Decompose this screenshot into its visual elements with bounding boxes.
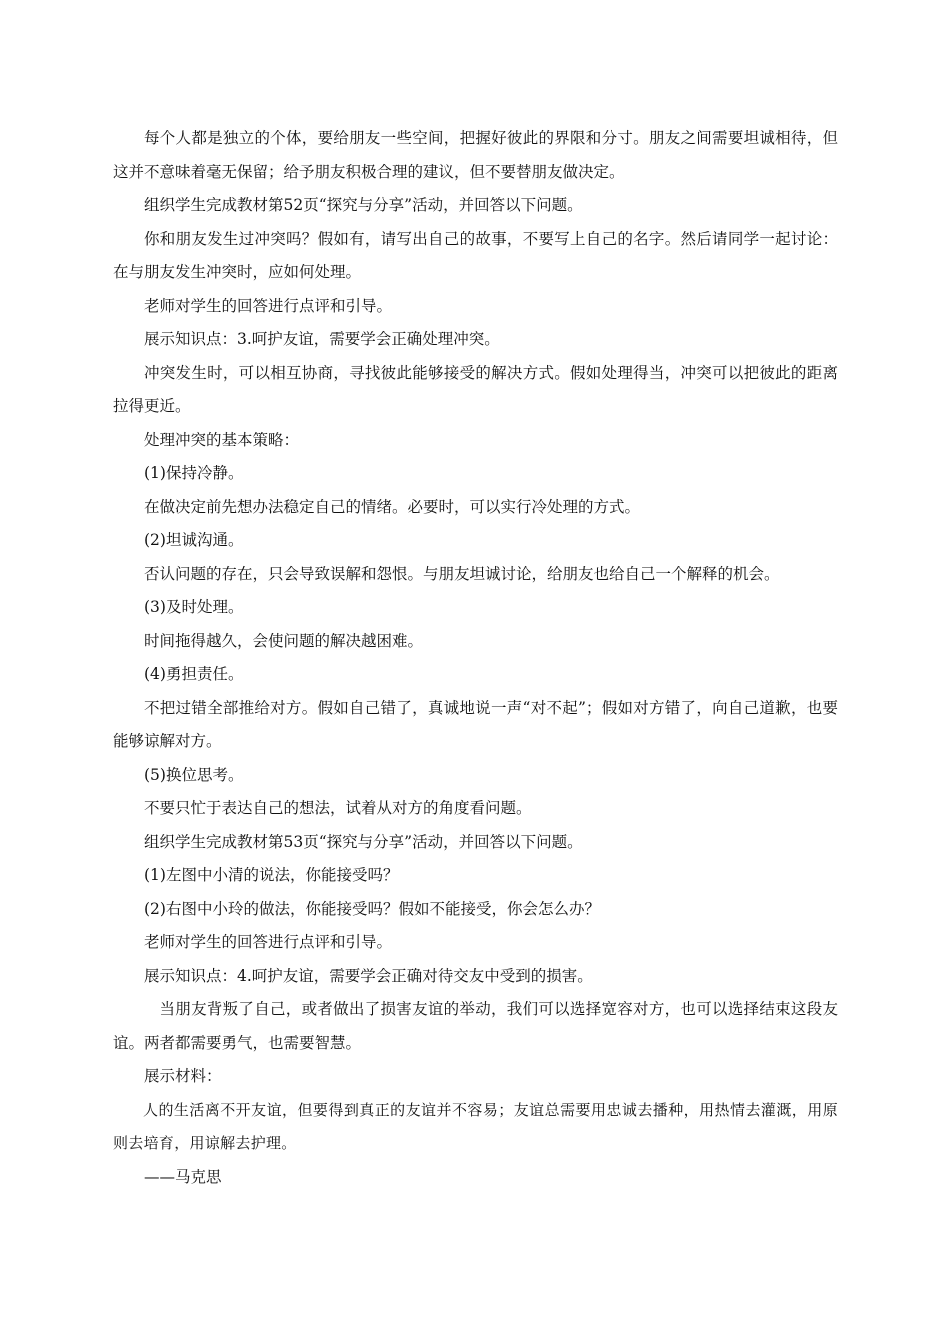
knowledge-point: 展示知识点：4.呵护友谊，需要学会正确对待交友中受到的损害。 [144,966,593,985]
strategy-heading: (4)勇担责任。 [144,665,244,683]
strategy-heading: (3)及时处理。 [144,598,244,616]
paragraph: 不要只忙于表达自己的想法，试着从对方的角度看问题。 [144,799,532,817]
question-item: (1)左图中小清的说法，你能接受吗？ [144,866,399,884]
paragraph: 时间拖得越久，会使问题的解决越困难。 [144,631,424,650]
quote-attribution: ——马克思 [144,1167,222,1186]
paragraph: 老师对学生的回答进行点评和引导。 [144,296,393,315]
strategy-heading: (5)换位思考。 [144,765,244,784]
paragraph: 老师对学生的回答进行点评和引导。 [144,933,393,951]
document-body [113,122,838,1194]
paragraph: 当朋友背叛了自己，或者做出了损害友谊的举动，我们可以选择宽容对方，也可以选择结束这段友谊。两者都需要勇气，也需要智慧。 [113,1000,838,1052]
paragraph: 展示材料： [144,1067,222,1085]
paragraph: 每个人都是独立的个体，要给朋友一些空间，把握好彼此的界限和分寸。朋友之间需要坦诚相待，但这并不意味着毫无保留；给予朋友积极合理的建议，但不要替朋友做决定。 [113,129,838,181]
paragraph: 你和朋友发生过冲突吗？假如有，请写出自己的故事，不要写上自己的名字。然后请同学一起讨论：在与朋友发生冲突时，应如何处理。 [113,229,838,281]
question-item: (2)右图中小玲的做法，你能接受吗？假如不能接受，你会怎么办？ [144,899,600,918]
paragraph: 处理冲突的基本策略： [144,430,300,449]
paragraph: 在做决定前先想办法稳定自己的情绪。必要时，可以实行冷处理的方式。 [144,497,641,516]
paragraph: 组织学生完成教材第52页“探究与分享”活动，并回答以下问题。 [144,196,583,214]
quote-text: 人的生活离不开友谊，但要得到真正的友谊并不容易；友谊总需要用忠诚去播种，用热情去灌溉，用原则去培育，用谅解去护理。 [113,1100,838,1152]
strategy-heading: (1)保持冷静。 [144,464,244,482]
paragraph: 冲突发生时，可以相互协商，寻找彼此能够接受的解决方式。假如处理得当，冲突可以把彼此的距离拉得更近。 [113,363,838,415]
paragraph: 组织学生完成教材第53页“探究与分享”活动，并回答以下问题。 [144,832,583,851]
paragraph: 不把过错全部推给对方。假如自己错了，真诚地说一声“对不起”；假如对方错了，向自己道歉，也要能够谅解对方。 [113,698,838,750]
knowledge-point: 展示知识点：3.呵护友谊，需要学会正确处理冲突。 [144,330,500,348]
paragraph: 否认问题的存在，只会导致误解和怨恨。与朋友坦诚讨论，给朋友也给自己一个解释的机会。 [144,564,780,583]
strategy-heading: (2)坦诚沟通。 [144,531,244,549]
